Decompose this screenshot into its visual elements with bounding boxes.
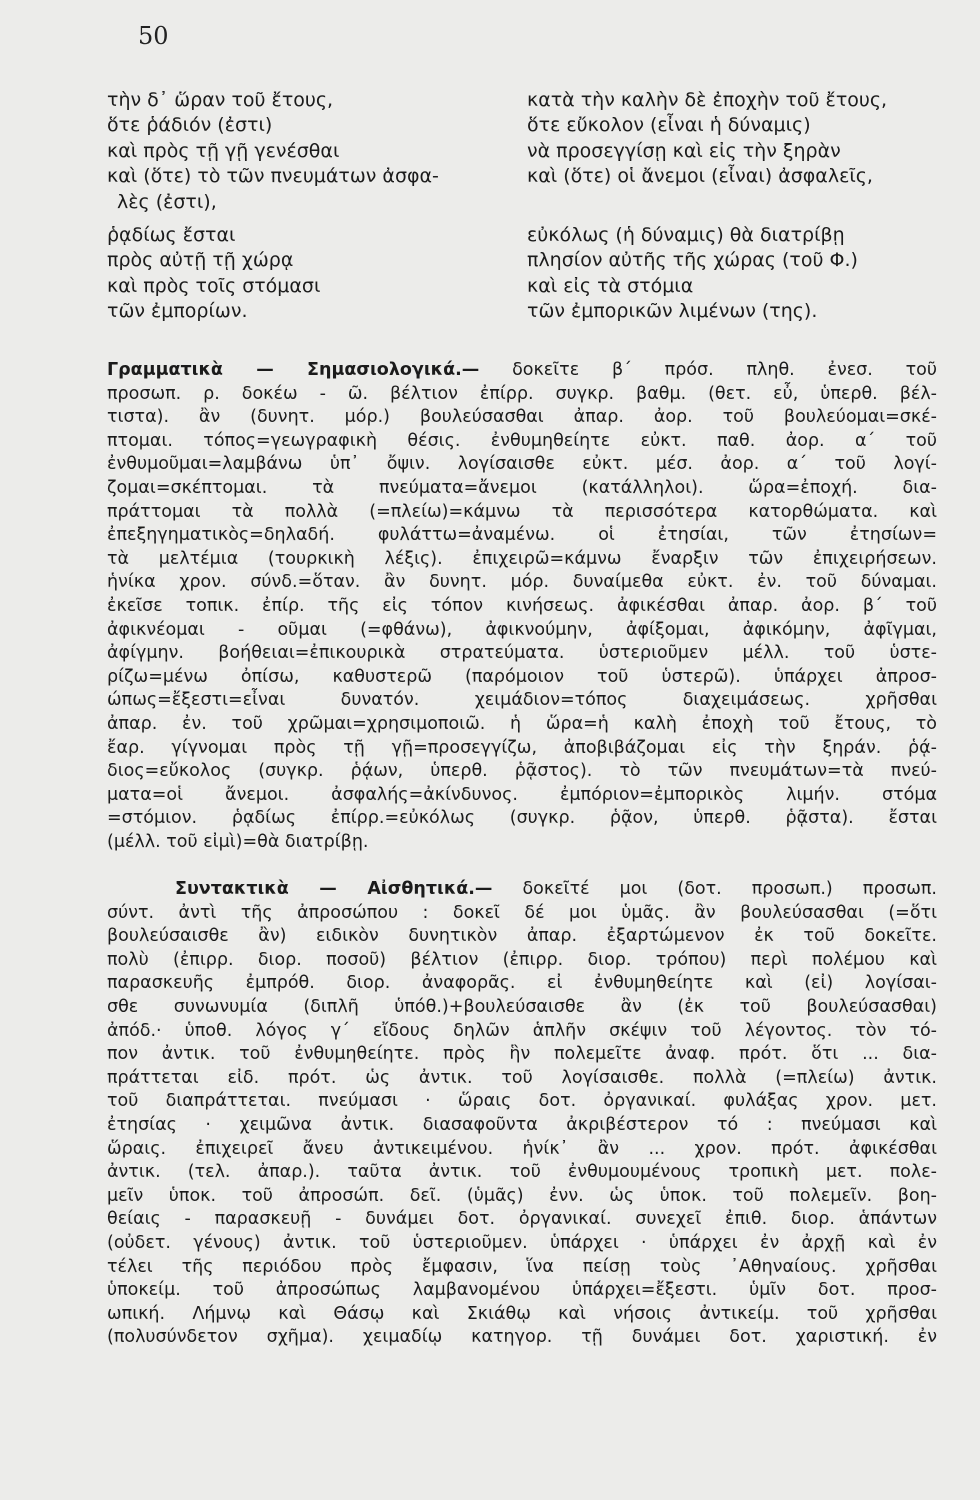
grammar-line: ἀφικνέομαι - οῦμαι (=φθάνω), ἀφικνούμην, ἀφίξομαι, ἀφικόμην, ἀφῖγμαι, — [107, 619, 937, 640]
page-number: 50 — [138, 22, 169, 50]
ancient-line: λὲς (ἐστι), — [117, 190, 217, 213]
syntax-line: σύντ. ἀντὶ τῆς ἀπροσώπου : δοκεῖ δέ μοι ὑμᾶς. ἂν βουλεύσασθαι (=ὅτι — [107, 902, 937, 923]
syntax-line: μεῖν ὑποκ. τοῦ ἀπροσώπ. δεῖ. (ὑμᾶς) ἐνν. ὡς ὑποκ. τοῦ πολεμεῖν. βοη- — [107, 1185, 937, 1206]
grammar-line: τὰ μελτέμια (τουρκικὴ λέξις). ἐπιχειρῶ=κάμνω ἔναρξιν τῶν ἐπιχειρήσεων. — [107, 548, 937, 569]
grammar-line: πράττομαι τὰ πολλὰ (=πλείω)=κάμνω τὰ περισσότερα κατορθώματα. καὶ — [107, 501, 937, 522]
syntax-line: ωπική. Λήμνῳ καὶ Θάσῳ καὶ Σκιάθῳ καὶ νήσοις ἀντικείμ. τοῦ χρῆσθαι — [107, 1303, 937, 1324]
syntax-line: ἀπόδ.· ὑποθ. λόγος γ΄ εἴδους δηλῶν ἁπλῆν σκέψιν τοῦ λέγοντος. τὸν τό- — [107, 1020, 937, 1041]
ancient-line: πρὸς αὐτῇ τῇ χώρᾳ — [107, 249, 294, 272]
syntax-line: παρασκευῆς ἐμπρόθ. διορ. ἀναφορᾶς. εἰ ἐνθυμηθείητε καὶ (εἰ) λογίσαι- — [107, 973, 937, 994]
grammar-line: ώπως=ἔξεστι=εἶναι δυνατόν. χειμάδιον=τόπος διαχειμάσεως. χρῆσθαι — [107, 690, 937, 711]
ancient-line: ὅτε ῥάδιόν (ἐστι) — [107, 114, 273, 137]
translation-line: εὐκόλως (ἡ δύναμις) θὰ διατρίβῃ — [527, 224, 845, 247]
syntax-line: ὑποκείμ. τοῦ ἀπροσώπως λαμβανομένου ὑπάρχει=ἔξεστι. ὑμῖν δοτ. προσ- — [107, 1280, 937, 1301]
grammar-line: ἀφίγμην. βοήθειαι=ἐπικουρικὰ στρατεύματα. ὑστεριοῦμεν μέλλ. τοῦ ὑστε- — [107, 643, 937, 664]
translation-line: καὶ εἰς τὰ στόμια — [527, 274, 694, 297]
ancient-text-column — [107, 88, 517, 325]
syntax-line: θείαις - παρασκευῇ - δυνάμει δοτ. ὀργανικαί. συνεχεῖ ἐπιθ. διορ. ἁπάντων — [107, 1209, 937, 1230]
syntax-section — [107, 878, 937, 1350]
ancient-line: τῶν ἐμπορίων. — [107, 300, 248, 323]
translation-line: τῶν ἐμπορικῶν λιμένων (της). — [527, 300, 818, 323]
grammar-line: διος=εὔκολος (συγκρ. ῥᾴων, ὑπερθ. ῥᾷστος). τὸ τῶν πνευμάτων=τὰ πνεύ- — [107, 761, 937, 782]
grammar-line: ματα=οἱ ἄνεμοι. ἀσφαλής=ἀκίνδυνος. ἐμπόριον=ἐμπορικὸς λιμήν. στόμα — [107, 784, 937, 805]
translation-line: πλησίον αὐτῆς τῆς χώρας (τοῦ Φ.) — [527, 249, 858, 272]
syntax-first-line — [107, 878, 937, 902]
translation-line: νὰ προσεγγίσῃ καὶ εἰς τὴν ξηρὰν — [527, 139, 841, 162]
syntax-line: ὥραις. ἐπιχειρεῖ ἄνευ ἀντικειμένου. ἡνίκ᾿ ἂν ... χρον. πρότ. ἀφικέσθαι — [107, 1138, 937, 1159]
grammar-line: ἐπεξηγηματικὸς=δηλαδή. φυλάττω=ἀναμένω. οἱ ἐτησίαι, τῶν ἐτησίων= — [107, 525, 937, 546]
syntax-line: τέλει τῆς περιόδου πρὸς ἔμφασιν, ἵνα πείσῃ τοὺς ᾿Αθηναίους. χρῆσθαι — [107, 1256, 937, 1277]
syntax-line: πον ἀντικ. τοῦ ἐνθυμηθείητε. πρὸς ἣν πολεμεῖτε ἀναφ. πρότ. ὅτι ... δια- — [107, 1044, 937, 1065]
ancient-line: τὴν δ᾿ ὥραν τοῦ ἔτους, — [107, 89, 334, 111]
grammar-line: ἀπαρ. ἐν. τοῦ χρῶμαι=χρησιμοποιῶ. ἡ ὥρα=ἡ καλὴ ἐποχὴ τοῦ ἔτους, τὸ — [107, 713, 937, 734]
grammar-line: ἐνθυμοῦμαι=λαμβάνω ὑπ᾿ ὄψιν. λογίσαισθε εὐκτ. μέσ. ἀορ. α΄ τοῦ λογί- — [107, 454, 937, 475]
syntax-line: τοῦ διαπράττεται. πνεύμασι · ὥραις δοτ. ὀργανικαί. φυλάξας χρον. μετ. — [107, 1091, 937, 1112]
grammar-line: τιστα). ἂν (δυνητ. μόρ.) βουλεύσασθαι ἀπαρ. ἀορ. τοῦ βουλεύομαι=σκέ- — [107, 407, 937, 428]
syntax-line: δοκεῖτέ μοι (δοτ. προσωπ.) προσωπ. — [522, 879, 937, 899]
syntax-line: (οὐδετ. γένους) ἀντικ. τοῦ ὑστεριοῦμεν. ὑπάρχει · ὑπάρχει ἐν ἀρχῇ καὶ ἐν — [107, 1232, 937, 1253]
ancient-line: ῥᾳδίως ἔσται — [107, 224, 236, 247]
grammar-first-line — [107, 359, 937, 383]
ancient-line: καὶ πρὸς τῇ γῇ γενέσθαι — [107, 139, 340, 162]
syntax-line: βουλεύσαισθε ἂν) ειδικὸν δυνητικὸν ἀπαρ. ἐξαρτώμενον ἐκ τοῦ δοκεῖτε. — [107, 926, 937, 947]
translation-line: καὶ (ὅτε) οἱ ἄνεμοι (εἶναι) ἀσφαλεῖς, — [527, 165, 873, 188]
ancient-line: καὶ πρὸς τοῖς στόμασι — [107, 274, 321, 297]
translation-column — [527, 88, 957, 325]
grammar-heading: Γραμματικὰ — Σημασιολογικά.— — [107, 360, 480, 380]
syntax-line: ἀντικ. (τελ. ἀπαρ.). ταῦτα ἀντικ. τοῦ ἐνθυμουμένους τροπικὴ μετ. πολε- — [107, 1162, 937, 1183]
translation-line — [527, 190, 957, 215]
syntax-line: ἐτησίας · χειμῶνα ἀντικ. διασαφοῦντα ἀκριβέστερον τό : πνεύμασι καὶ — [107, 1114, 937, 1135]
grammar-line: ζομαι=σκέπτομαι. τὰ πνεύματα=ἄνεμοι (κατάλληλοι). ὥρα=ἐποχή. δια- — [107, 477, 937, 498]
grammar-line: ἐκεῖσε τοπικ. ἐπίρ. τῆς εἰς τόπον κινήσεως. ἀφικέσθαι ἀπαρ. ἀορ. β΄ τοῦ — [107, 595, 937, 616]
syntax-line: σθε συνωνυμία (διπλῆ ὑπόθ.)+βουλεύσαισθε ἂν (ἐκ τοῦ βουλεύσασθαι) — [107, 996, 937, 1017]
grammar-section — [107, 359, 937, 854]
ancient-line: καὶ (ὅτε) τὸ τῶν πνευμάτων ἀσφα- — [107, 165, 439, 188]
translation-line: κατὰ τὴν καλὴν δὲ ἐποχὴν τοῦ ἔτους, — [527, 89, 888, 111]
translation-line: ὅτε εὔκολον (εἶναι ἡ δύναμις) — [527, 114, 811, 137]
grammar-line: ρίζω=μένω ὀπίσω, καθυστερῶ (παρόμοιον τοῦ ὑστερῶ). ὑπάρχει ἀπροσ- — [107, 666, 937, 687]
grammar-line: =στόμιον. ῥᾳδίως ἐπίρρ.=εὐκόλως (συγκρ. ῥᾷον, ὑπερθ. ῥᾷστα). ἔσται — [107, 808, 937, 829]
grammar-line: δοκεῖτε β΄ πρόσ. πληθ. ἐνεσ. τοῦ — [512, 360, 937, 380]
grammar-line: ἡνίκα χρον. σύνδ.=ὅταν. ἂν δυνητ. μόρ. δυναίμεθα εὐκτ. ἐν. τοῦ δύναμαι. — [107, 572, 937, 593]
grammar-line: ἔαρ. γίγνομαι πρὸς τῇ γῇ=προσεγγίζω, ἀποβιβάζομαι εἰς τὴν ξηράν. ῥᾴ- — [107, 737, 937, 758]
grammar-line: (μέλλ. τοῦ εἰμὶ)=θὰ διατρίβῃ. — [107, 831, 369, 852]
syntax-heading: Συντακτικὰ — Αἰσθητικά.— — [175, 879, 493, 899]
grammar-line: πτομαι. τόπος=γεωγραφικὴ θέσις. ἐνθυμηθείητε εὐκτ. παθ. ἀορ. α΄ τοῦ — [107, 430, 937, 451]
syntax-line: πράττεται εἰδ. πρότ. ὡς ἀντικ. τοῦ λογίσαισθε. πολλὰ (=πλείω) ἀντικ. — [107, 1067, 937, 1088]
syntax-line: (πολυσύνδετον σχῆμα). χειμαδίῳ κατηγορ. τῇ δυνάμει δοτ. χαριστική. ἐν — [107, 1327, 937, 1348]
grammar-line: προσωπ. ρ. δοκέω - ῶ. βέλτιον ἐπίρρ. συγκρ. βαθμ. (θετ. εὖ, ὑπερθ. βέλ- — [107, 383, 937, 404]
syntax-line: πολὺ (ἐπιρρ. διορ. ποσοῦ) βέλτιον (ἐπιρρ. διορ. τρόπου) περὶ πολέμου καὶ — [107, 949, 937, 970]
